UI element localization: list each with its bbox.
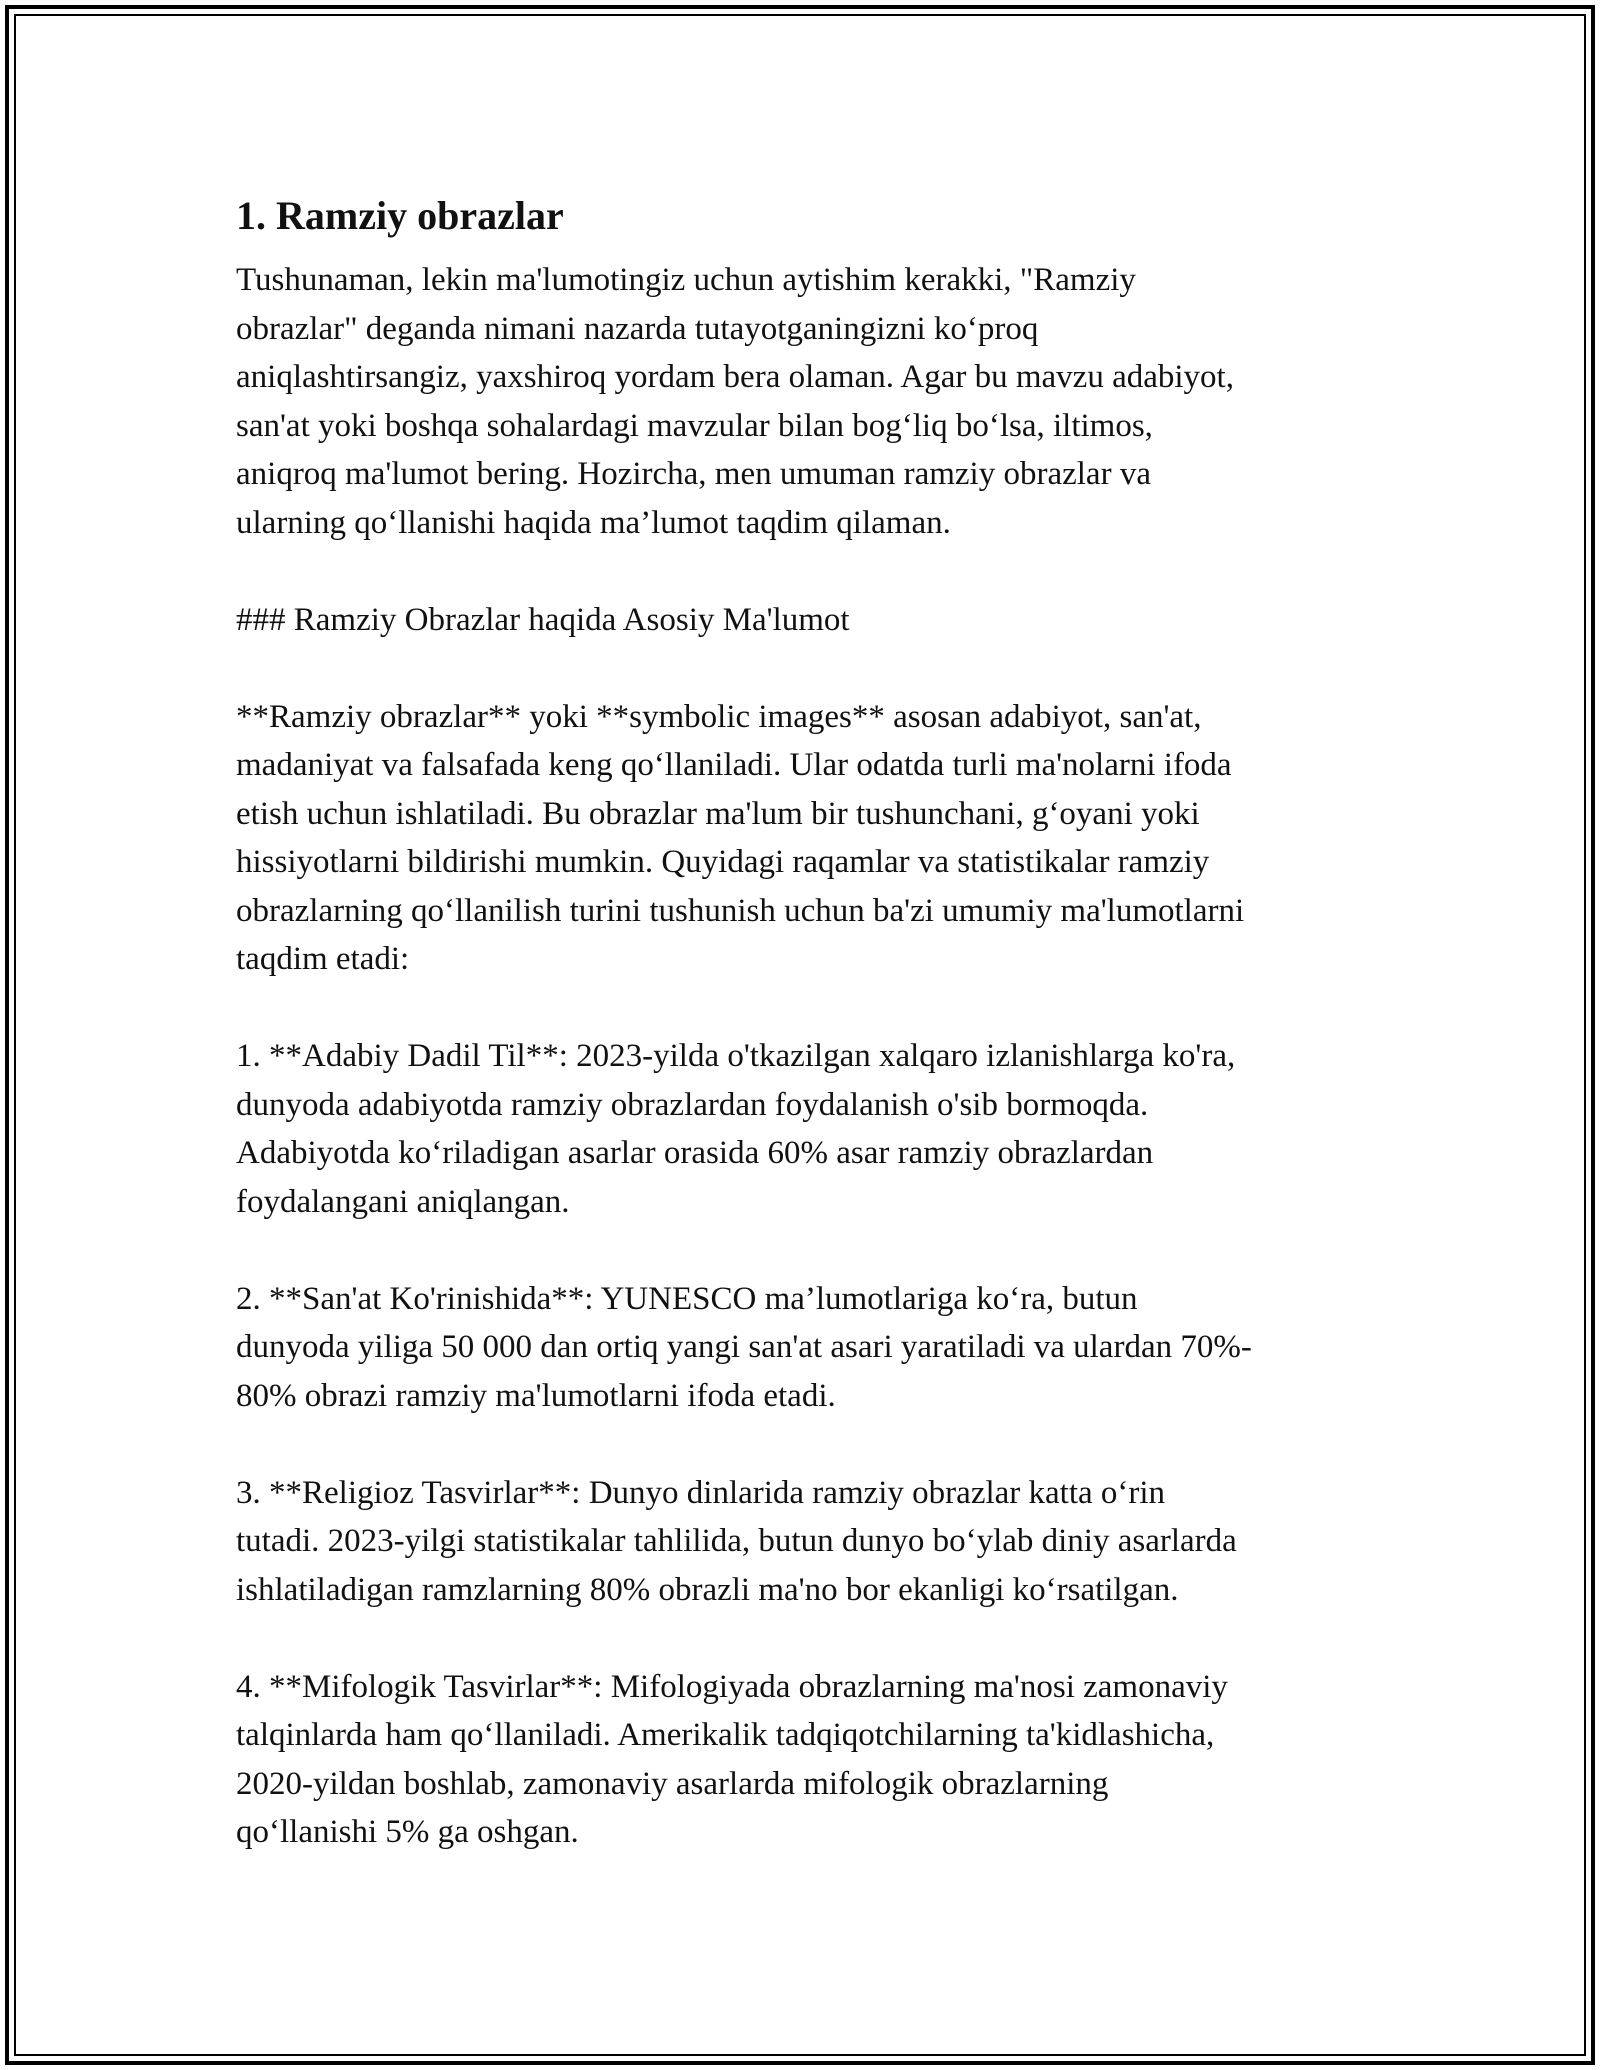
list-item-literature: 1. **Adabiy Dadil Til**: 2023-yilda o'tkazilgan xalqaro izlanishlarga ko'ra, dunyoda adabiyotda ramziy obrazlardan foydalanish o'sib bormoqda. Adabiyotda ko‘riladigan asarlar orasida 60% asar ramziy obrazlardan foydalangani aniqlangan. (236, 1038, 1236, 1220)
overview-paragraph: **Ramziy obrazlar** yoki **symbolic images** asosan adabiyot, san'at, madaniyat va falsafada keng qo‘llaniladi. Ular odatda turli ma'nolarni ifoda etish uchun ishlatiladi. Bu obrazlar ma'lum bir tushunchani, g‘oyani yoki hissiyotlarni bildirishi mumkin. Quyidagi raqamlar va statistikalar ramziy obrazlarning qo‘llanilish turini tushunish uchun ba'zi umumiy ma'lumotlarni taqdim etadi: (236, 698, 1245, 977)
list-item-mythological: 4. **Mifologik Tasvirlar**: Mifologiyada obrazlarning ma'nosi zamonaviy talqinlarda ham qo‘llaniladi. Amerikalik tadqiqotchilarning ta'kidlashicha, 2020-yildan boshlab, zamonaviy asarlarda mifologik obrazlarning qo‘llanishi 5% ga oshgan. (236, 1668, 1228, 1850)
section-heading-paragraph: ### Ramziy Obrazlar haqida Asosiy Ma'lumot (236, 601, 850, 638)
list-item-religious: 3. **Religioz Tasvirlar**: Dunyo dinlarida ramziy obrazlar katta o‘rin tutadi. 2023-yilgi statistikalar tahlilida, butun dunyo bo‘ylab diniy asarlarda ishlatiladigan ramzlarning 80% obrazli ma'no bor ekanligi ko‘rsatilgan. (236, 1474, 1237, 1608)
document-title: 1. Ramziy obrazlar (236, 193, 564, 238)
list-item-art: 2. **San'at Ko'rinishida**: YUNESCO ma’lumotlariga ko‘ra, butun dunyoda yiliga 50 000 dan ortiq yangi san'at asari yaratiladi va ulardan 70%- 80% obrazi ramziy ma'lumotlarni ifoda etadi. (236, 1280, 1252, 1414)
intro-paragraph: Tushunaman, lekin ma'lumotingiz uchun aytishim kerakki, "Ramziy obrazlar" deganda nimani nazarda tutayotganingizni ko‘proq aniqlashtirsangiz, yaxshiroq yordam bera olaman. Agar bu mavzu adabiyot, san'at yoki boshqa sohalardagi mavzular bilan bog‘liq bo‘lsa, iltimos, aniqroq ma'lumot bering. Hozircha, men umuman ramziy obrazlar va ularning qo‘llanishi haqida ma’lumot taqdim qilaman. (236, 262, 1234, 541)
document-body (236, 188, 1376, 1857)
